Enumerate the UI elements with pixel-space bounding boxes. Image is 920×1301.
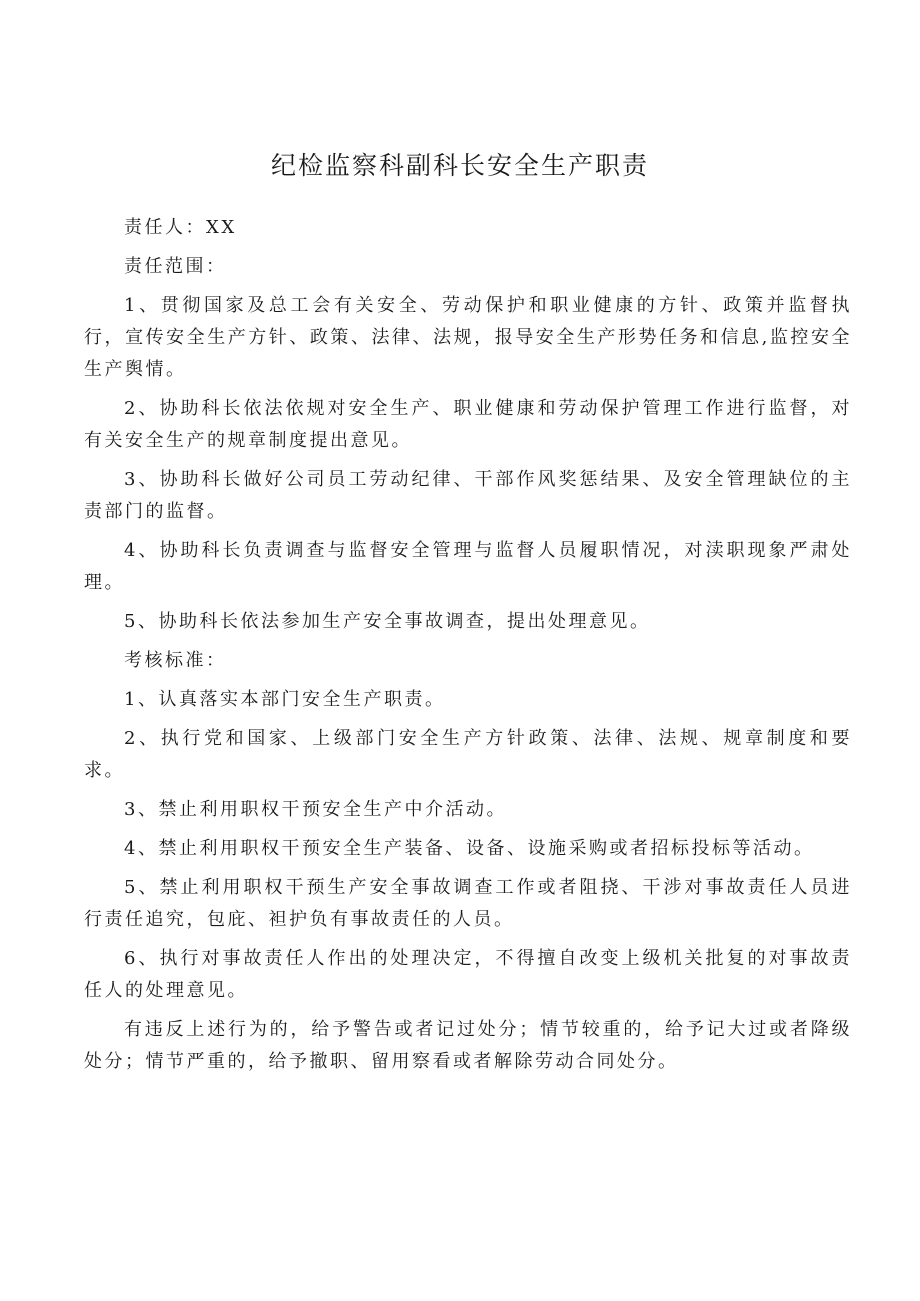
- scope-item: 1、贯彻国家及总工会有关安全、劳动保护和职业健康的方针、政策并监督执行，宣传安全生产方针、政策、法律、法规，报导安全生产形势任务和信息,监控安全生产舆情。: [84, 295, 852, 380]
- assessment-item: 3、禁止利用职权干预安全生产中介活动。: [124, 799, 507, 820]
- scope-item: 2、协助科长依法依规对安全生产、职业健康和劳动保护管理工作进行监督，对有关安全生产的规章制度提出意见。: [84, 398, 852, 451]
- assessment-item: 1、认真落实本部门安全生产职责。: [124, 689, 446, 710]
- document-body: [84, 212, 852, 1085]
- responsible-person: 责任人：XX: [124, 217, 237, 238]
- assessment-heading: 考核标准：: [124, 650, 227, 671]
- assessment-item: 6、执行对事故责任人作出的处理决定，不得擅自改变上级机关批复的对事故责任人的处理意见。: [84, 948, 852, 1001]
- assessment-item: 5、禁止利用职权干预生产安全事故调查工作或者阻挠、干涉对事故责任人员进行责任追究，包庇、袒护负有事故责任的人员。: [84, 877, 852, 930]
- scope-item: 5、协助科长依法参加生产安全事故调查，提出处理意见。: [124, 611, 651, 632]
- document-title: 纪检监察科副科长安全生产职责: [270, 151, 649, 180]
- assessment-item: 4、禁止利用职权干预安全生产装备、设备、设施采购或者招标投标等活动。: [124, 838, 815, 859]
- scope-heading: 责任范围：: [124, 256, 227, 277]
- scope-item: 3、协助科长做好公司员工劳动纪律、干部作风奖惩结果、及安全管理缺位的主责部门的监督。: [84, 469, 852, 522]
- assessment-item: 2、执行党和国家、上级部门安全生产方针政策、法律、法规、规章制度和要求。: [84, 728, 852, 781]
- scope-item: 4、协助科长负责调查与监督安全管理与监督人员履职情况，对渎职现象严肃处理。: [84, 540, 852, 593]
- penalty-paragraph: 有违反上述行为的，给予警告或者记过处分；情节较重的，给予记大过或者降级处分；情节严重的，给予撤职、留用察看或者解除劳动合同处分。: [84, 1019, 852, 1072]
